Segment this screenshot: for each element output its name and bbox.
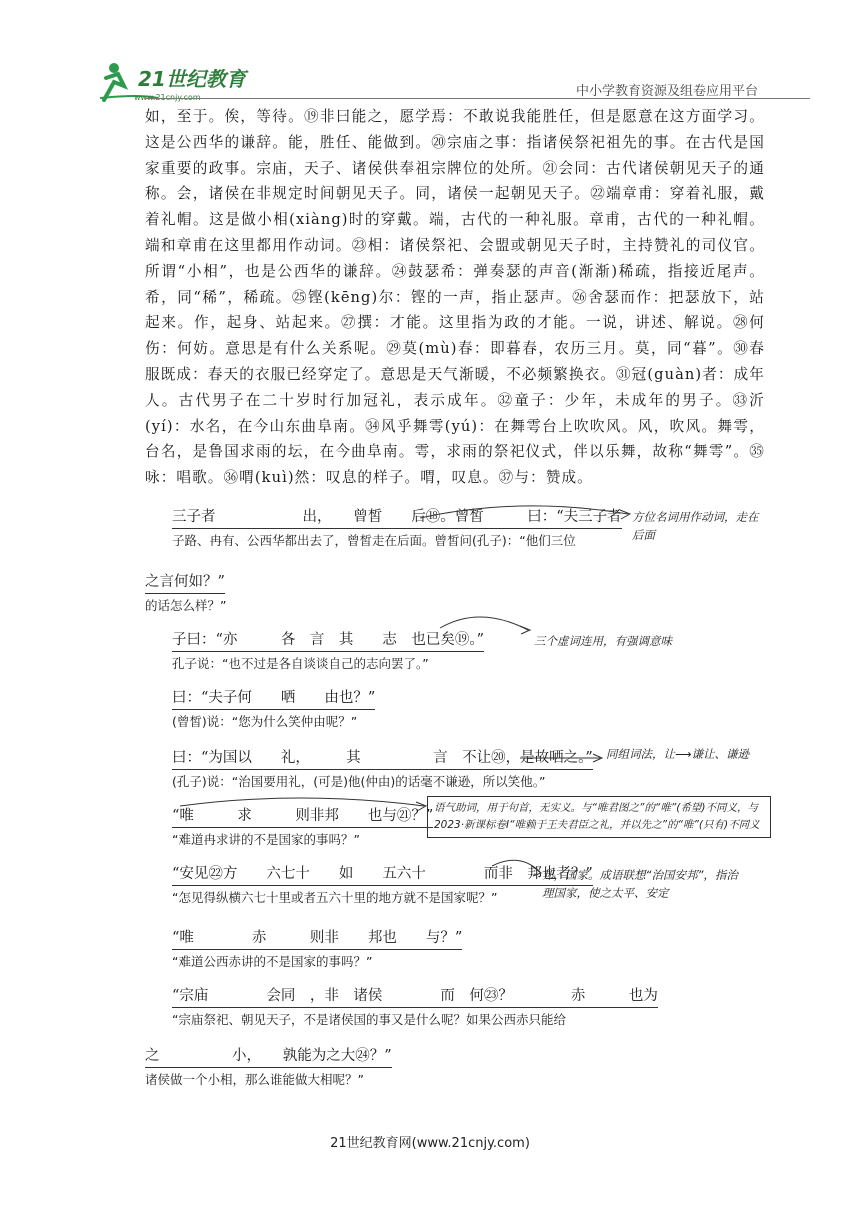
translation-line-7: “怎见得纵横六七十里或者五六十里的地方就不是国家呢？” bbox=[172, 890, 498, 905]
annotation-function-words: 三个虚词连用，有强调意味 bbox=[534, 634, 672, 648]
translation-line-4: (曾皙)说：“您为什么笑仲由呢？” bbox=[172, 714, 358, 729]
passage-line-2: 之言何如？” bbox=[145, 570, 225, 594]
passage-line-9: “宗庙 会同 ，非 诸侯 而 何㉓？ 赤 也为 bbox=[172, 984, 658, 1008]
translation-line-3: 孔子说：“也不过是各自谈谈自己的志向罢了。” bbox=[172, 656, 429, 671]
header-platform-title: 中小学教育资源及组卷应用平台 bbox=[575, 84, 758, 99]
translation-line-10: 诸侯做一个小相，那么谁能做大相呢？” bbox=[145, 1072, 364, 1087]
annotation-locative-verb: 方位名词用作动词，走在后面 bbox=[632, 510, 759, 542]
annotation-word-formation: 同组词法，让⟶谦让、谦逊 bbox=[606, 747, 749, 761]
header-divider bbox=[145, 98, 810, 99]
translation-line-1: 子路、冉有、公西华都出去了，曾皙走在后面。曾皙问(孔子)：“他们三位 bbox=[172, 533, 576, 548]
translation-line-5: (孔子)说：“治国要用礼，(可是)他(仲由)的话毫不谦逊，所以笑他。” bbox=[172, 774, 546, 789]
annotation-notes bbox=[145, 104, 765, 491]
translation-line-2: 的话怎么样？” bbox=[145, 598, 227, 613]
notes-paragraph: 如，至于。俟，等待。⑲非曰能之，愿学焉：不敢说我能胜任，但是愿意在这方面学习。这是公西华的谦辞。能，胜任、能做到。⑳宗庙之事：指诸侯祭祀祖先的事。在古代是国家重要的政事。宗庙，天子、诸侯供奉祖宗牌位的处所。㉑会同：古代诸侯朝见天子的通称。会，诸侯在非规定时间朝见天子。同，诸侯一起朝见天子。㉒端章甫：穿着礼服，戴着礼帽。这是做小相(xiàng)时的穿戴。端，古代的一种礼服。章甫，古代的一种礼帽。端和章甫在这里都用作动词。㉓相：诸侯祭祀、会盟或朝见天子时，主持赞礼的司仪官。所谓“小相”，也是公西华的谦辞。㉔鼓瑟希：弹奏瑟的声音(渐渐)稀疏，指接近尾声。希，同“稀”，稀疏。㉕铿(kēng)尔：铿的一声，指止瑟声。㉖舍瑟而作：把瑟放下，站起来。作，起身、站起来。㉗撰：才能。这里指为政的才能。一说，讲述、解说。㉘何伤：何妨。意思是有什么关系呢。㉙莫(mù)春：即暮春，农历三月。莫，同“暮”。㉚春服既成：春天的衣服已经穿定了。意思是天气渐暖，不必频繁换衣。㉛冠(guàn)者：成年人。古代男子在二十岁时行加冠礼，表示成年。㉜童子：少年，未成年的男子。㉝沂(yí)：水名，在今山东曲阜南。㉞风乎舞雩(yú)：在舞雩台上吹吹风。风，吹风。舞雩，台名，是鲁国求雨的坛，在今曲阜南。雩，求雨的祭祀仪式，伴以乐舞，故称“舞雩”。㉟咏：唱歌。㊱喟(kuì)然：叹息的样子。喟，叹息。㊲与：赞成。 bbox=[145, 108, 765, 487]
passage-line-5: 曰：“为国以 礼， 其 言 不让⑳，是故哂之。” bbox=[172, 746, 593, 770]
annotation-bang: 邦，国家。成语联想“治国安邦”，指治理国家，使之太平、安定 bbox=[542, 868, 738, 900]
passage-line-7: “安见㉒方 六七十 如 五六十 而非 邦也者？” bbox=[172, 862, 593, 886]
passage-line-3: 子曰：“亦 各 言 其 志 也已矣⑲。” bbox=[172, 628, 484, 652]
passage-line-1: 三子者 出， 曾皙 后⑱。曾皙 曰：“夫三子者 bbox=[172, 505, 622, 529]
passage-line-10: 之 小， 孰能为之大㉔？” bbox=[145, 1044, 392, 1068]
passage-line-8: “唯 赤 则非 邦也 与？” bbox=[172, 926, 462, 950]
passage-line-6: “唯 求 则非邦 也与㉑？” bbox=[172, 804, 433, 828]
logo-text: 21世纪教育 bbox=[138, 67, 246, 91]
translation-line-6: “难道冉求讲的不是国家的事吗？” bbox=[172, 832, 360, 847]
translation-line-9: “宗庙祭祀、朝见天子，不是诸侯国的事又是什么呢？如果公西赤只能给 bbox=[172, 1012, 566, 1027]
passage-line-4: 曰：“夫子何 哂 由也？” bbox=[172, 686, 375, 710]
page-footer: 21世纪教育网(www.21cnjy.com) bbox=[330, 1136, 530, 1151]
arrow-3-head bbox=[593, 754, 602, 762]
logo-url: www.21cnjy.com bbox=[134, 93, 201, 102]
arrow-2-head bbox=[520, 626, 530, 634]
annotation-box-wei: 语气助词，用于句首，无实义。与“唯君图之”的“唯”(希望)不同义，与2023·新课标卷Ⅰ“唯赖于王夫君臣之礼，并以先之”的“唯”(只有)不同义 bbox=[427, 796, 771, 838]
translation-line-8: “难道公西赤讲的不是国家的事吗？” bbox=[172, 954, 373, 969]
